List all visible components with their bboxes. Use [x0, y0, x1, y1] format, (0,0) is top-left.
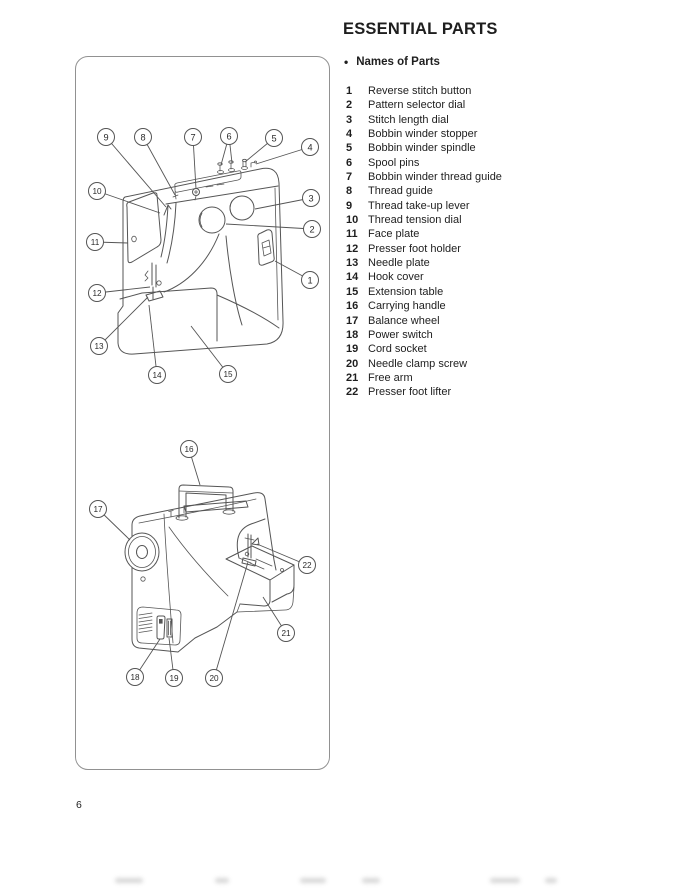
- part-label: Balance wheel: [368, 314, 440, 327]
- part-label: Presser foot holder: [368, 242, 461, 255]
- leader-line: [226, 224, 312, 229]
- part-label: Carrying handle: [368, 300, 446, 313]
- parts-list-row: [346, 127, 636, 141]
- parts-list-row: [346, 170, 636, 184]
- parts-list: [346, 84, 636, 400]
- part-label: Needle clamp screw: [368, 357, 468, 370]
- parts-list-row: [346, 98, 636, 112]
- part-number: 9: [346, 199, 353, 212]
- part-number: 7: [346, 171, 353, 184]
- parts-list-row: [346, 184, 636, 198]
- part-label: Bobbin winder spindle: [368, 142, 476, 155]
- part-label: Stitch length dial: [368, 113, 449, 126]
- part-number: 16: [346, 300, 359, 313]
- part-number: 14: [346, 271, 359, 284]
- part-label: Thread guide: [368, 185, 433, 198]
- part-number: 15: [346, 285, 359, 298]
- callout-number: 20: [209, 674, 219, 683]
- part-label: Thread take-up lever: [368, 199, 470, 212]
- part-label: Hook cover: [368, 271, 424, 284]
- part-number: 4: [346, 128, 353, 141]
- parts-list-row: [346, 213, 636, 227]
- part-number: 17: [346, 314, 359, 327]
- part-label: Face plate: [368, 228, 420, 241]
- callout-number: 3: [308, 193, 314, 204]
- callout-number: 6: [226, 131, 232, 142]
- callout-number: 14: [152, 371, 162, 380]
- callout-number: 1: [307, 275, 313, 286]
- part-label: Presser foot lifter: [368, 386, 452, 399]
- leader-line: [214, 562, 248, 678]
- callout-number: 17: [93, 505, 103, 514]
- stitch-length-dial: [230, 196, 254, 220]
- part-number: 1: [346, 85, 353, 97]
- pattern-selector-dial: [199, 207, 225, 233]
- parts-diagram: [76, 57, 329, 769]
- bobbin-winder-thread-guide: [193, 189, 200, 201]
- part-label: Free arm: [368, 371, 413, 384]
- part-label: Bobbin winder stopper: [368, 128, 478, 141]
- part-label: Spool pins: [368, 156, 420, 169]
- vent-slots: [139, 613, 152, 633]
- callout-number: 22: [302, 561, 312, 570]
- part-number: 10: [346, 214, 359, 227]
- needle-bar-area: [237, 519, 265, 566]
- callout-layer: [87, 128, 321, 687]
- part-number: 22: [346, 386, 359, 399]
- page-title: ESSENTIAL PARTS: [343, 20, 498, 38]
- part-label: Bobbin winder thread guide: [368, 171, 502, 184]
- callout-number: 8: [140, 132, 146, 143]
- callout-number: 18: [130, 673, 140, 682]
- leader-line: [191, 326, 228, 374]
- reverse-stitch-button: [258, 230, 274, 265]
- part-number: 5: [346, 142, 353, 155]
- part-number: 8: [346, 185, 353, 198]
- callout-number: 4: [307, 142, 313, 153]
- callout-number: 11: [90, 238, 100, 247]
- part-number: 11: [346, 228, 358, 241]
- callout-number: 9: [103, 132, 109, 143]
- parts-list-row: [346, 270, 636, 284]
- callout-number: 13: [94, 342, 104, 351]
- parts-list-row: [346, 141, 636, 155]
- part-number: 2: [346, 99, 353, 112]
- part-label: Extension table: [368, 285, 444, 298]
- part-label: Thread tension dial: [368, 214, 462, 227]
- part-label: Cord socket: [368, 343, 427, 356]
- callout-number: 12: [92, 289, 102, 298]
- parts-list-row: [346, 314, 636, 328]
- callout-number: 7: [190, 132, 196, 143]
- part-number: 12: [346, 242, 359, 255]
- power-switch: [157, 616, 165, 639]
- part-number: 20: [346, 357, 359, 370]
- callout-number: 2: [309, 224, 315, 235]
- needle-area: [145, 263, 163, 301]
- parts-list-row: [346, 342, 636, 356]
- page-number: 6: [76, 799, 82, 811]
- part-label: Reverse stitch button: [368, 85, 472, 97]
- bobbin-winder-stopper: [251, 161, 257, 167]
- parts-diagram-panel: [75, 56, 330, 770]
- parts-list-row: [346, 299, 636, 313]
- parts-list-row: [346, 285, 636, 299]
- part-number: 19: [346, 343, 359, 356]
- parts-list-row: [346, 113, 636, 127]
- section-title: Names of Parts: [356, 56, 440, 68]
- part-number: 21: [346, 371, 359, 384]
- leader-line: [106, 137, 166, 207]
- parts-list-row: [346, 385, 636, 399]
- scan-artifact: [100, 872, 570, 888]
- part-number: 3: [346, 113, 353, 126]
- callout-number: 5: [271, 133, 277, 144]
- callout-number: 19: [169, 674, 179, 683]
- section-heading: [344, 56, 440, 68]
- parts-list-row: [346, 242, 636, 256]
- part-number: 18: [346, 328, 359, 341]
- part-number: 6: [346, 156, 353, 169]
- parts-list-row: [346, 256, 636, 270]
- parts-list-row: [346, 156, 636, 170]
- part-label: Pattern selector dial: [368, 99, 466, 112]
- callout-number: 10: [92, 187, 102, 196]
- parts-list-row: [346, 328, 636, 342]
- extension-table: [120, 288, 279, 341]
- part-label: Needle plate: [368, 257, 430, 270]
- machine-rear-view-drawing: [125, 485, 294, 652]
- callout-number: 21: [281, 629, 291, 638]
- balance-wheel: [125, 533, 159, 581]
- parts-list-row: [346, 227, 636, 241]
- parts-list-row: [346, 199, 636, 213]
- parts-list-row: [346, 357, 636, 371]
- carrying-handle: [176, 485, 248, 520]
- callout-number: 15: [223, 370, 233, 379]
- part-label: Power switch: [368, 328, 433, 341]
- leader-line: [149, 305, 157, 375]
- machine-front-view-drawing: [118, 159, 283, 354]
- bullet-icon: •: [344, 55, 349, 69]
- parts-list-row: [346, 84, 636, 98]
- callout-number: 16: [184, 445, 194, 454]
- part-number: 13: [346, 257, 359, 270]
- parts-list-row: [346, 371, 636, 385]
